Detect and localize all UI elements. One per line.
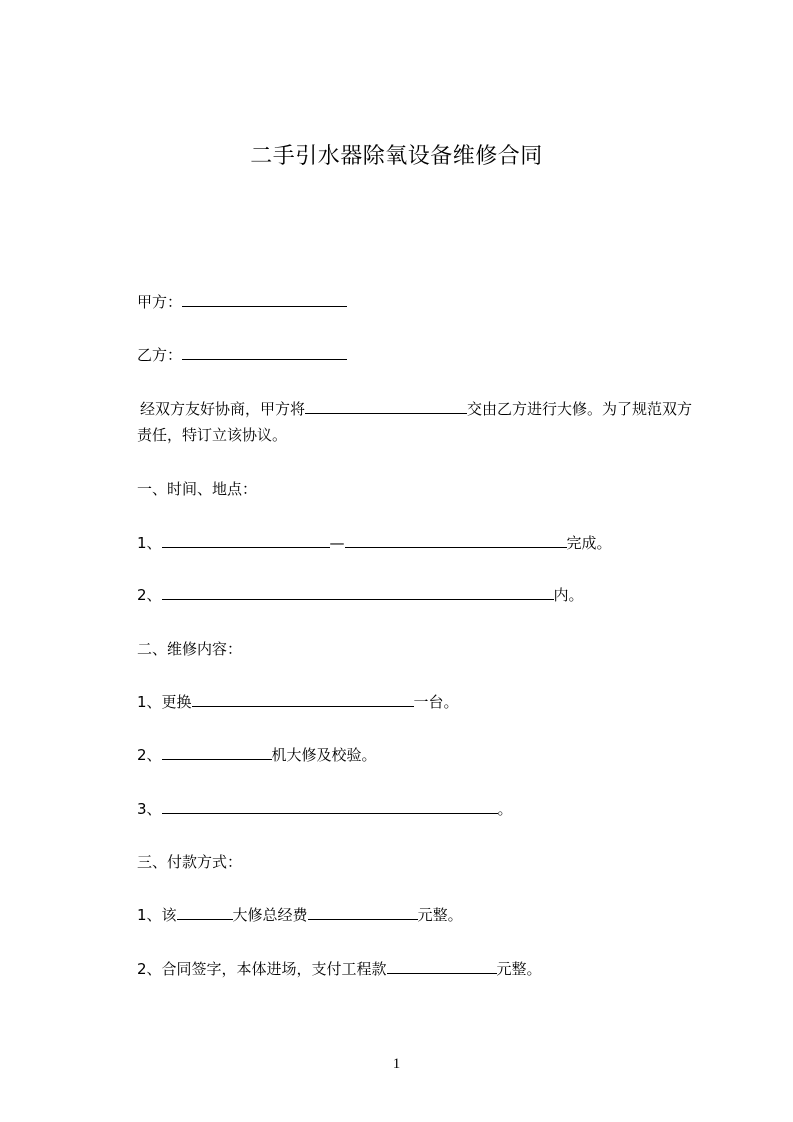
party-b-label: 乙方：: [137, 346, 183, 364]
s2-item2-prefix: 2、: [137, 746, 162, 764]
section1-item2: [137, 585, 584, 605]
party-a-label: 甲方：: [137, 293, 183, 311]
s2-item1-prefix: 1、更换: [137, 693, 192, 711]
s2-item1-blank[interactable]: [192, 692, 414, 707]
s2-item3-blank[interactable]: [162, 799, 498, 814]
document-title: 二手引水器除氧设备维修合同: [250, 144, 543, 169]
s3-item1-suffix: 元整。: [417, 906, 463, 924]
s3-item2-suffix: 元整。: [496, 960, 542, 978]
s1-item1-dash: —: [329, 534, 345, 552]
s1-item2-blank[interactable]: [162, 585, 554, 600]
s2-item3-prefix: 3、: [137, 800, 162, 818]
section2-item3: [137, 799, 513, 819]
s3-item1-mid: 大修总经费: [232, 906, 308, 924]
s1-item1-prefix: 1、: [137, 534, 162, 552]
section2-heading: 二、维修内容：: [137, 640, 243, 658]
s2-item2-blank[interactable]: [162, 745, 272, 760]
s3-item1-blank-item[interactable]: [177, 905, 233, 920]
party-b-blank[interactable]: [182, 345, 347, 360]
section2-item1: [137, 692, 459, 712]
section3-item2: [137, 959, 542, 979]
page-number: 1: [392, 1056, 401, 1072]
s1-item1-blank-start[interactable]: [162, 533, 330, 548]
intro-blank[interactable]: [305, 399, 467, 414]
s1-item1-suffix: 完成。: [566, 534, 612, 552]
s1-item1-blank-end[interactable]: [345, 533, 567, 548]
s3-item2-blank[interactable]: [387, 959, 497, 974]
party-a-blank[interactable]: [182, 292, 347, 307]
section1-heading: 一、时间、地点：: [137, 480, 258, 498]
intro-paragraph: [137, 396, 702, 448]
section3-heading: 三、付款方式：: [137, 853, 243, 871]
s2-item3-suffix: 。: [497, 800, 513, 818]
s3-item2-prefix: 2、合同签字，本体进场，支付工程款: [137, 960, 387, 978]
s3-item1-blank-amount[interactable]: [308, 905, 418, 920]
intro-text-part2: 交由乙方进行大修。为了规范双方责任，特订立该协议。: [137, 400, 693, 444]
party-b-line: [137, 345, 347, 365]
s2-item1-suffix: 一台。: [413, 693, 459, 711]
s2-item2-suffix: 机大修及校验。: [271, 746, 377, 764]
section1-item1: [137, 533, 612, 553]
party-a-line: [137, 292, 347, 312]
s3-item1-prefix: 1、该: [137, 906, 177, 924]
section2-item2: [137, 745, 377, 765]
intro-text-part1: 经双方友好协商，甲方将: [140, 400, 306, 418]
section3-item1: [137, 905, 463, 925]
s1-item2-prefix: 2、: [137, 586, 162, 604]
s1-item2-suffix: 内。: [553, 586, 584, 604]
